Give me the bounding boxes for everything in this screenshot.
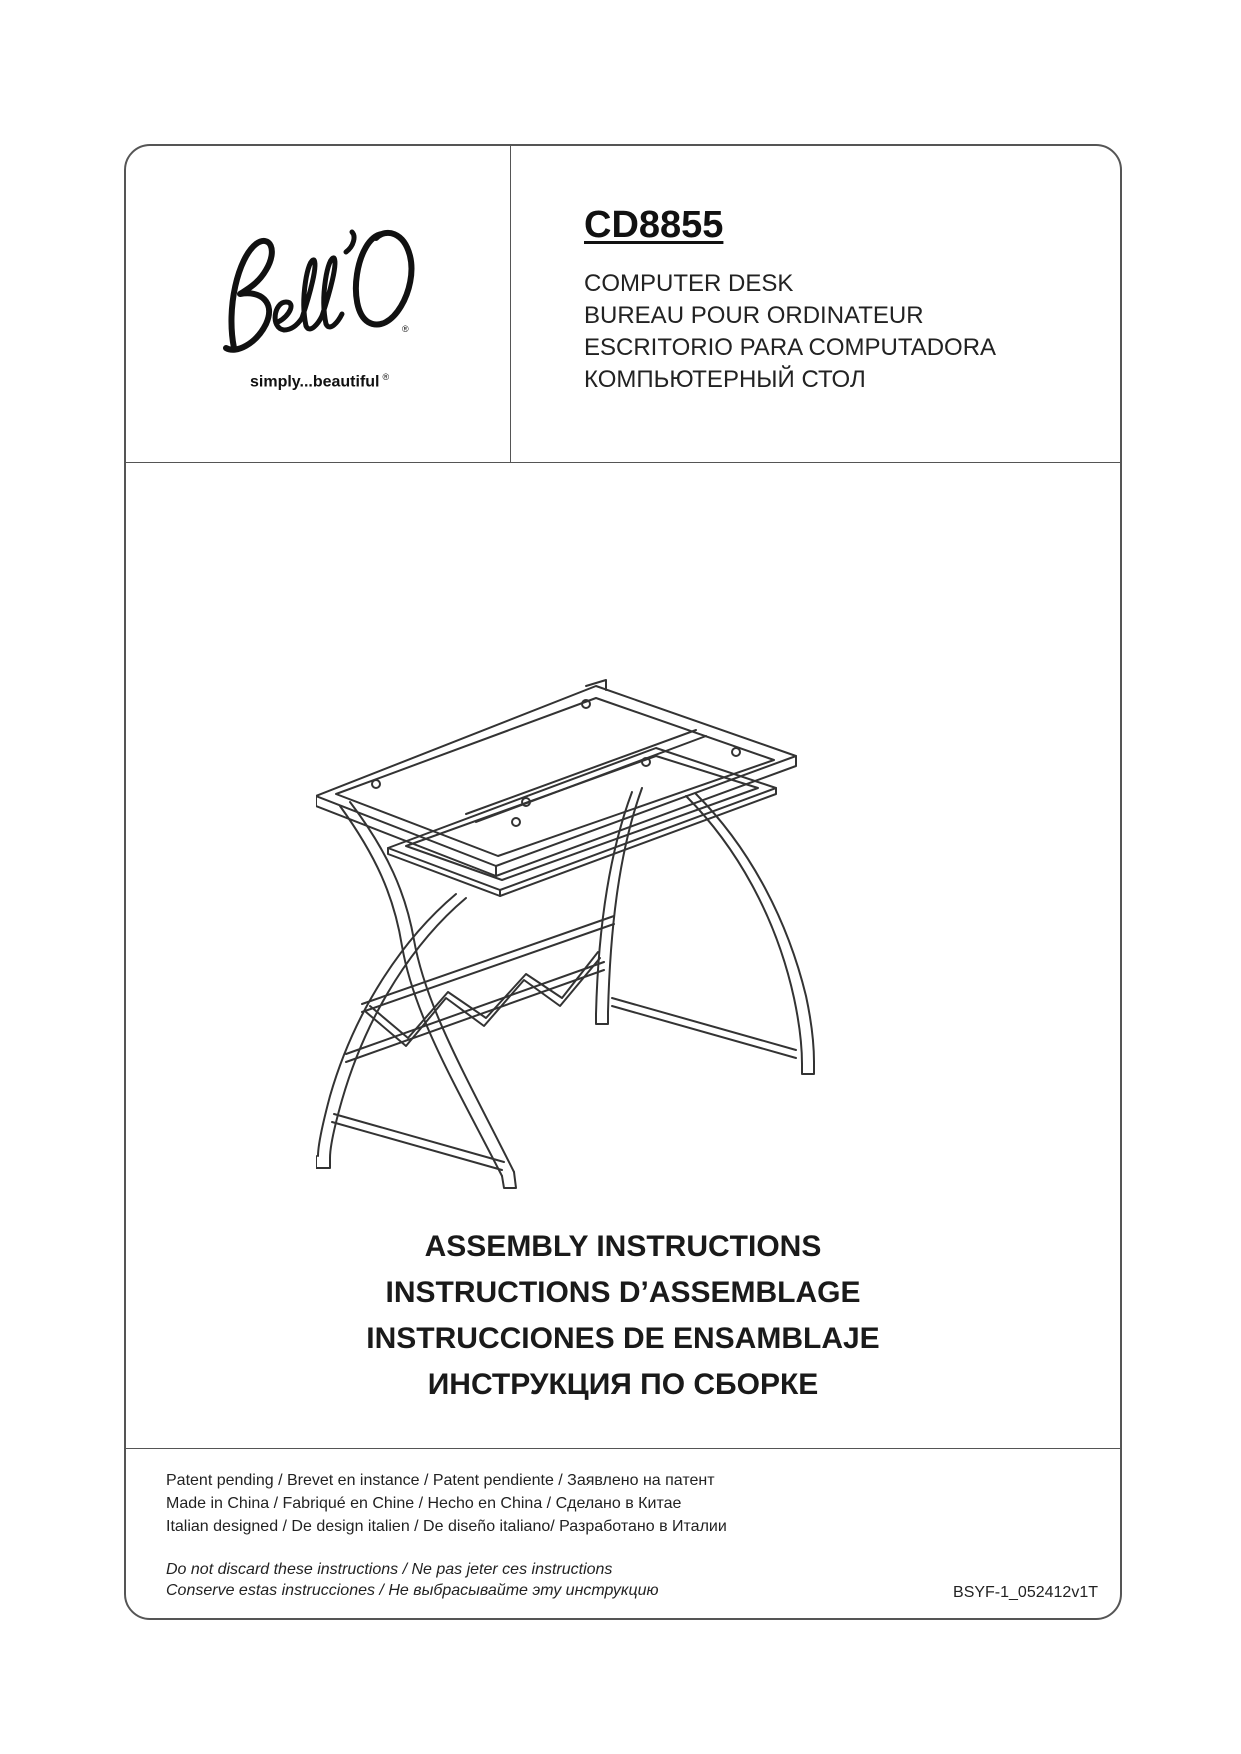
bello-logo-script — [186, 198, 446, 378]
assembly-title-ru: ИНСТРУКЦИЯ ПО СБОРКЕ — [427, 1368, 819, 1401]
product-name-es: ESCRITORIO PARA COMPUTADORA — [584, 334, 997, 361]
header-section — [126, 146, 1120, 463]
assembly-title-fr: INSTRUCTIONS D’ASSEMBLAGE — [385, 1276, 861, 1309]
document-id: BSYF-1_052412v1T — [953, 1584, 1098, 1601]
header-divider — [510, 146, 511, 462]
svg-text:®: ® — [402, 324, 409, 334]
product-names — [584, 268, 996, 396]
product-name-en: COMPUTER DESK — [584, 270, 794, 297]
notice-line-2: Conserve estas instrucciones / Не выбрасывайте эту инструкцию — [166, 1582, 659, 1599]
origin-line: Made in China / Fabriqué en Chine / Hecho en China / Сделано в Китае — [166, 1495, 682, 1512]
notice-line-1: Do not discard these instructions / Ne pas jeter ces instructions — [166, 1561, 613, 1578]
patent-line: Patent pending / Brevet en instance / Patent pendiente / Заявлено на патент — [166, 1472, 715, 1489]
design-line: Italian designed / De design italien / De diseño italiano/ Разработано в Италии — [166, 1518, 727, 1535]
assembly-title-es: INSTRUCCIONES DE ENSAMBLAJE — [366, 1322, 880, 1355]
keep-instructions-notice — [166, 1559, 659, 1601]
brand-logo — [126, 146, 510, 462]
assembly-titles — [126, 1224, 1120, 1408]
product-name-ru: КОМПЬЮТЕРНЫЙ СТОЛ — [584, 366, 866, 393]
legal-info — [166, 1469, 727, 1538]
cover-card — [124, 144, 1122, 1620]
footer-section — [126, 1448, 1120, 1620]
brand-tagline: simply...beautiful ® — [250, 372, 390, 391]
product-name-fr: BUREAU POUR ORDINATEUR — [584, 302, 924, 329]
model-number: CD8855 — [584, 204, 724, 246]
assembly-title-en: ASSEMBLY INSTRUCTIONS — [424, 1230, 822, 1263]
